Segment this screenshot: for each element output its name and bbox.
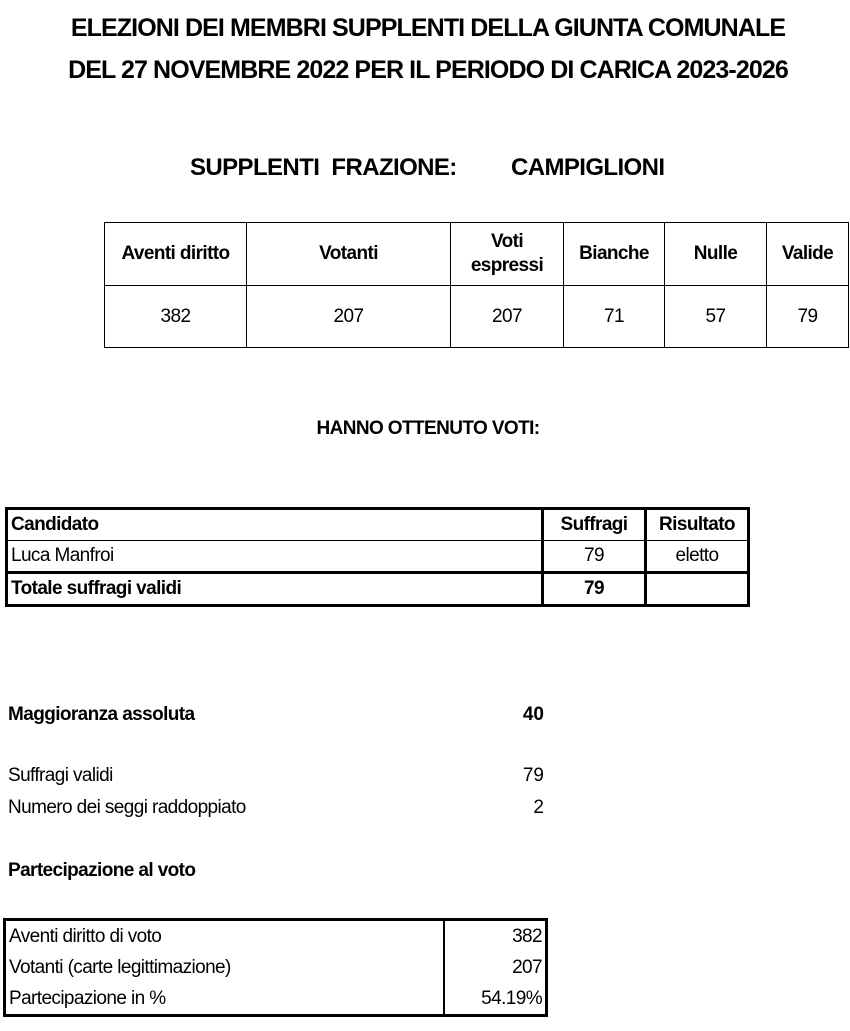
seggi-label: Numero dei seggi raddoppiato	[8, 797, 246, 818]
value-nulle: 57	[665, 286, 767, 348]
section-title: HANNO OTTENUTO VOTI:	[316, 418, 540, 439]
summary-header-row	[105, 223, 849, 286]
participation-title: Partecipazione al voto	[8, 860, 196, 881]
total-label: Totale suffragi validi	[7, 573, 543, 606]
participation-value: 207	[444, 952, 547, 983]
table-row	[5, 983, 547, 1016]
summary-value-row	[105, 286, 849, 348]
participation-table	[3, 918, 548, 1017]
candidates-header-row	[7, 509, 749, 541]
value-valide: 79	[767, 286, 849, 348]
total-row	[7, 573, 749, 606]
header-nulle: Nulle	[665, 223, 767, 286]
header-voti-espressi: Voti espressi	[451, 223, 564, 286]
total-result-empty	[646, 573, 749, 606]
maggioranza-value: 40	[522, 704, 544, 725]
candidates-table	[5, 507, 750, 607]
value-aventi: 382	[105, 286, 247, 348]
header-risultato: Risultato	[646, 509, 749, 541]
total-votes: 79	[543, 573, 646, 606]
table-row	[5, 920, 547, 953]
participation-value: 382	[444, 920, 547, 953]
candidate-votes: 79	[543, 541, 646, 573]
value-voti-espressi: 207	[451, 286, 564, 348]
participation-label: Aventi diritto di voto	[9, 925, 162, 947]
candidate-name: Luca Manfroi	[7, 541, 543, 573]
maggioranza-label: Maggioranza assoluta	[8, 704, 195, 725]
suffragi-label: Suffragi validi	[8, 765, 113, 786]
header-suffragi: Suffragi	[543, 509, 646, 541]
table-row	[5, 952, 547, 983]
header-candidato: Candidato	[7, 509, 543, 541]
summary-table	[104, 222, 849, 348]
participation-label: Partecipazione in %	[9, 987, 166, 1009]
value-votanti: 207	[247, 286, 451, 348]
participation-value: 54.19%	[444, 983, 547, 1016]
frazione-name: CAMPIGLIONI	[511, 154, 665, 181]
header-bianche: Bianche	[564, 223, 665, 286]
header-aventi: Aventi diritto	[105, 223, 247, 286]
frazione-label: SUPPLENTI FRAZIONE:	[190, 154, 457, 181]
title-line-2: DEL 27 NOVEMBRE 2022 PER IL PERIODO DI CARICA 2023-2026	[68, 56, 788, 84]
suffragi-value: 79	[522, 765, 544, 786]
candidate-result: eletto	[646, 541, 749, 573]
table-row	[7, 541, 749, 573]
participation-label: Votanti (carte legittimazione)	[9, 956, 231, 978]
title-line-1: ELEZIONI DEI MEMBRI SUPPLENTI DELLA GIUNTA COMUNALE	[70, 14, 786, 42]
value-bianche: 71	[564, 286, 665, 348]
header-votanti: Votanti	[247, 223, 451, 286]
header-valide: Valide	[767, 223, 849, 286]
seggi-value: 2	[533, 797, 544, 818]
